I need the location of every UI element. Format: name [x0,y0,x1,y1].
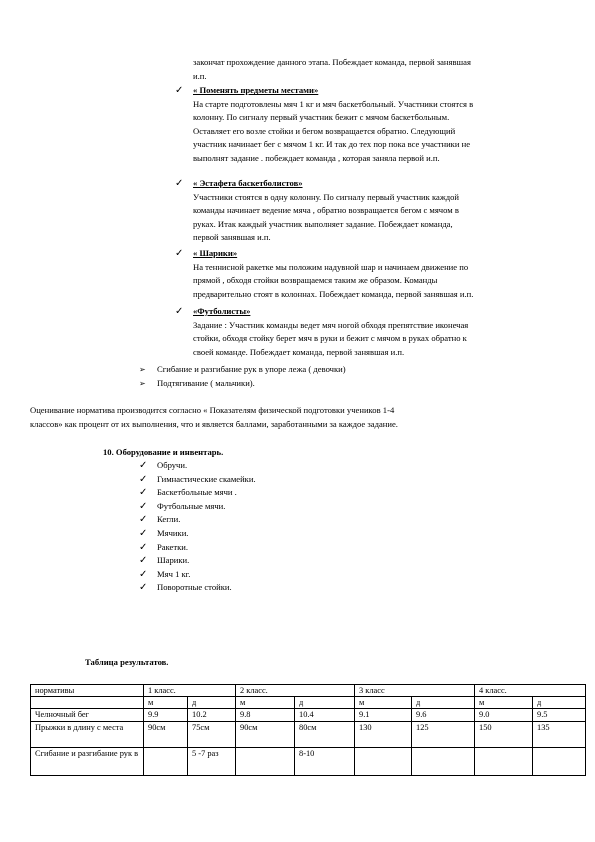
checkmark-icon: ✓ [139,514,148,526]
stage-line: команды начинает ведение мяча , обратно возвращается бегом с мячом в [193,205,459,216]
stage-line: На теннисной ракетке мы положим надувной шар и начинаем движение по [193,261,469,272]
subheader-cell: д [412,697,475,709]
table-header-row [31,685,586,697]
arrow-bullet-icon: ➢ [139,379,146,388]
checkmark-icon: ✓ [139,527,148,539]
stage-line: колонну. По сигналу первый участник бежит с мячом баскетбольным. [193,112,450,123]
table-cell: 10.2 [188,709,236,722]
equipment-item: ✓ Ракетки. [139,541,189,553]
table-cell [236,748,295,776]
stage-item-swap-items [175,84,575,166]
table-row [31,748,586,776]
table-cell: 9.0 [475,709,533,722]
stage-line: стойки, обходя стойку берет мяч в руки и бежит с мячом в руках обратно к [193,333,467,344]
checkmark-icon: ✓ [139,473,148,485]
table-cell: 9.9 [144,709,188,722]
checkmark-icon: ✓ [139,541,148,553]
table-cell: 9.1 [355,709,412,722]
stage-line: предварительно стоят в колоннах. Побеждает команда, первой занявшая и.п. [193,288,474,299]
checkmark-icon: ✓ [175,178,184,189]
table-cell [412,748,475,776]
checkmark-icon: ✓ [139,500,148,512]
subheader-cell: м [144,697,188,709]
header-cell: 4 класс. [475,685,586,697]
table-cell: 9.6 [412,709,475,722]
stage-item-footballers [175,305,575,359]
subheader-cell: м [475,697,533,709]
row-label: Прыжки в длину с места [31,722,144,748]
stage-title: «Футболисты» [193,306,251,316]
table-cell [533,748,586,776]
table-cell: 80см [295,722,355,748]
checkmark-icon: ✓ [139,555,148,567]
stage-line: прямой , обходя стойки возвращаемся таким же образом. Команды [193,275,438,286]
intro-paragraph [193,56,471,83]
table-row [31,709,586,722]
table-cell: 9.5 [533,709,586,722]
table-cell: 150 [475,722,533,748]
checkmark-icon: ✓ [175,248,184,259]
table-cell: 9.8 [236,709,295,722]
subheader-cell: д [295,697,355,709]
table-cell [475,748,533,776]
equipment-item: ✓ Футбольные мячи. [139,500,226,512]
equipment-item: ✓ Гимнастические скамейки. [139,473,256,485]
equipment-item: ✓ Мяч 1 кг. [139,568,191,580]
stage-line: На старте подготовлены мяч 1 кг и мяч баскетбольный. Участники стоятся в [193,98,474,109]
checkmark-icon: ✓ [139,460,148,471]
assessment-paragraph [30,404,570,431]
arrow-list-item [139,377,559,391]
table-cell: 10.4 [295,709,355,722]
stage-item-basketball-relay [175,177,575,245]
subheader-cell: м [355,697,412,709]
stage-title: « Шарики» [193,248,238,258]
header-cell: 1 класс. [144,685,236,697]
results-heading: Таблица результатов. [85,657,169,667]
table-cell: 75см [188,722,236,748]
arrow-list-item [139,363,559,377]
stage-line: своей команде. Побеждает команда, первой занявшая и.п. [193,346,405,357]
equipment-item: ✓ Поворотные стойки. [139,582,232,594]
equipment-item: ✓ Баскетбольные мячи . [139,487,237,499]
equipment-list [139,459,439,595]
stage-line: руках. Итак каждый участник выполняет задание. Побеждает команда, [193,218,453,229]
intro-line: и.п. [193,70,207,81]
stage-item-balloons [175,247,575,301]
assessment-line: классов» как процент от их выполнения, что и является баллами, заработанными за каждое задание. [30,418,398,429]
table-cell: 8-10 [295,748,355,776]
table-subheader-row [31,697,586,709]
row-label: Сгибание и разгибание рук в [31,748,144,776]
assessment-line: Оценивание норматива производится согласно « Показателям физической подготовки учеников 1-4 [30,405,395,415]
table-cell: 90см [144,722,188,748]
checkmark-icon: ✓ [139,487,148,499]
stage-line: Оставляет его возле стойки и бегом возвращается обратно. Следующий [193,125,456,136]
subheader-cell: д [188,697,236,709]
stage-line: выполнят задание . побеждает команда , которая заняла первой и.п. [193,152,440,163]
table-cell [355,748,412,776]
stage-line: Участники стоятся в одну колонну. По сигналу первый участник каждой [193,191,460,202]
table-row [31,722,586,748]
row-label: Челночный бег [31,709,144,722]
table-cell: 135 [533,722,586,748]
checkmark-icon: ✓ [175,306,184,317]
header-cell: нормативы [31,685,144,697]
subheader-cell: д [533,697,586,709]
results-table [30,684,586,776]
table-cell [144,748,188,776]
equipment-item: ✓ Кегли. [139,514,181,526]
arrow-bullet-icon: ➢ [139,365,146,374]
arrow-item-label: Сгибание и разгибание рук в упоре лежа ( девочки) [157,364,346,374]
subheader-cell [31,697,144,709]
equipment-item: ✓ Обручи. [139,460,188,471]
intro-line: закончат прохождение данного этапа. Побеждает команда, первой занявшая [193,57,471,67]
table-cell: 125 [412,722,475,748]
table-cell: 90см [236,722,295,748]
stage-title: « Поменять предметы местами» [193,85,319,95]
equipment-item: ✓ Шарики. [139,555,190,567]
checkmark-icon: ✓ [175,85,184,96]
equipment-item: ✓ Мячики. [139,527,189,539]
checkmark-icon: ✓ [139,582,148,594]
table-cell: 5 -7 раз [188,748,236,776]
stage-line: участник начинает бег с мячом 1 кг. И так до тех пор пока все участники не [193,139,471,150]
arrow-item-label: Подтягивание ( мальчики). [157,378,255,388]
header-cell: 3 класс [355,685,475,697]
stage-line: Задание : Участник команды ведет мяч ногой обходя препятствие иконечая [193,319,469,330]
arrow-list [139,363,559,391]
checkmark-icon: ✓ [139,568,148,580]
equipment-heading: 10. Оборудование и инвентарь. [103,447,224,457]
header-cell: 2 класс. [236,685,355,697]
stage-line: первой занявшая и.п. [193,232,271,243]
table-cell: 130 [355,722,412,748]
stage-title: « Эстафета баскетболистов» [193,178,303,188]
subheader-cell: м [236,697,295,709]
